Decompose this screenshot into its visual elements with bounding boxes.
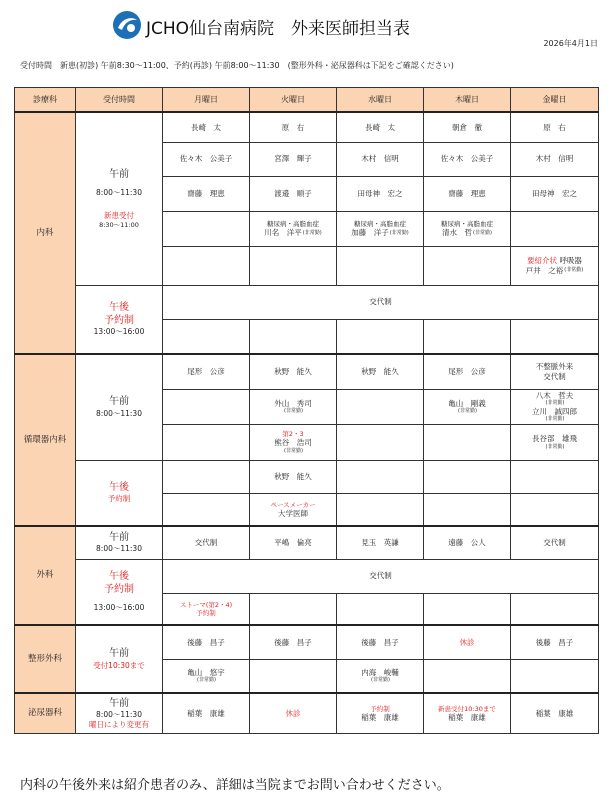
dept-naika: 内科 [15,112,76,354]
table-row [15,693,599,733]
table-cell: 佐々木 公美子 [163,142,250,176]
col-header-tue: 火曜日 [250,88,337,113]
table-cell [511,319,599,354]
table-cell: 交代制 [511,526,599,559]
table-cell: 長崎 太 [163,112,250,142]
table-cell [511,460,599,493]
table-cell [337,493,424,526]
table-cell: 佐々木 公美子 [424,142,511,176]
dept-hinyo: 泌尿器科 [15,693,76,733]
table-cell [337,319,424,354]
table-cell: 宮澤 輝子 [250,142,337,176]
table-cell: 木村 信明 [337,142,424,176]
table-cell: 長谷部 雄飛 (非常勤) [511,424,599,460]
table-cell: 秋野 能久 [337,354,424,389]
dept-seikei: 整形外科 [15,625,76,693]
table-row [15,625,599,659]
junkan-am-reception: 午前 8:00～11:30 [76,354,163,460]
table-cell: 稲葉 康雄 [163,693,250,733]
table-cell: 稲葉 康雄 [511,693,599,733]
geka-am-reception: 午前 8:00～11:30 [76,526,163,559]
table-cell [337,593,424,625]
table-cell: ストーマ(第2・4) 予約制 [163,593,250,625]
table-cell: 齋藤 理恵 [424,176,511,211]
table-row [15,112,599,142]
table-cell: 後藤 昌子 [337,625,424,659]
table-cell: 渡邉 順子 [250,176,337,211]
table-cell: 齋藤 理恵 [163,176,250,211]
table-cell: 休診 [250,693,337,733]
table-cell [163,460,250,493]
table-cell: 長崎 太 [337,112,424,142]
geka-pm-reception: 午後 予約制 13:00～16:00 [76,559,163,625]
table-row [15,460,599,493]
hospital-logo-icon [112,10,142,40]
table-cell [511,593,599,625]
col-header-reception: 受付時間 [76,88,163,113]
table-cell: 休診 [424,625,511,659]
table-cell: 亀山 剛義 (非常勤) [424,389,511,424]
naika-am-reception: 午前 8:00～11:30 新患受付 8:30～11:00 [76,112,163,285]
table-cell: 亀山 悠宇 (非常勤) [163,659,250,693]
naika-pm-all: 交代制 [163,285,599,319]
table-cell [424,246,511,285]
dept-junkan: 循環器内科 [15,354,76,526]
col-header-wed: 水曜日 [337,88,424,113]
table-cell [163,389,250,424]
issue-date: 2026年4月1日 [543,39,598,48]
table-cell: 第2・3 熊谷 浩司 (非常勤) [250,424,337,460]
table-cell: 新患受付10:30まで 稲葉 康雄 [424,693,511,733]
table-cell: 朝倉 徹 [424,112,511,142]
table-row [15,559,599,593]
table-cell: 糖尿病・高脂血症 清水 哲(非常勤) [424,211,511,246]
table-cell [424,319,511,354]
table-cell: 後藤 昌子 [250,625,337,659]
table-cell [250,593,337,625]
table-cell: 秋野 能久 [250,460,337,493]
junkan-pm-reception: 午後 予約制 [76,460,163,526]
col-header-dept: 診療科 [15,88,76,113]
table-cell: 木村 信明 [511,142,599,176]
header-row [15,88,599,113]
table-row [15,526,599,559]
table-cell: 秋野 能久 [250,354,337,389]
table-cell [424,460,511,493]
table-cell [337,246,424,285]
table-cell: ペースメーカー 大学医師 [250,493,337,526]
table-cell: 遠藤 公人 [424,526,511,559]
page-title: JCHO仙台南病院 外来医師担当表 [146,19,411,39]
seikei-am-reception: 午前 受付10:30まで [76,625,163,693]
table-cell [337,424,424,460]
table-cell [250,319,337,354]
table-cell [424,659,511,693]
hinyo-am-reception: 午前 8:00～11:30 曜日により変更有 [76,693,163,733]
table-cell [424,493,511,526]
table-cell: 要紹介状 呼吸器 戸井 之裕(非常勤) [511,246,599,285]
col-header-thu: 木曜日 [424,88,511,113]
col-header-fri: 金曜日 [511,88,599,113]
table-cell: 後藤 昌子 [163,625,250,659]
table-cell: 尾形 公彦 [424,354,511,389]
table-cell [163,424,250,460]
table-cell: 不整脈外来 交代制 [511,354,599,389]
table-cell [163,211,250,246]
table-cell [424,593,511,625]
table-cell [250,246,337,285]
table-cell: 予約制 稲葉 康雄 [337,693,424,733]
table-cell: 糖尿病・高脂血症 加藤 洋子(非常勤) [337,211,424,246]
table-cell [163,246,250,285]
schedule-table [14,87,599,734]
naika-pm-reception: 午後 予約制 13:00～16:00 [76,285,163,354]
table-cell [250,659,337,693]
table-cell: 尾形 公彦 [163,354,250,389]
table-cell: 内海 峻輔 (非常勤) [337,659,424,693]
table-cell: 田母神 宏之 [511,176,599,211]
table-cell: 八木 哲夫 (非常勤) 立川 誠四郎 (非常勤) [511,389,599,424]
table-cell [511,493,599,526]
table-cell [511,659,599,693]
table-cell [337,460,424,493]
table-cell: 糖尿病・高脂血症 川名 洋平(非常勤) [250,211,337,246]
schedule-table-wrapper [14,87,598,734]
table-cell [163,493,250,526]
table-cell: 外山 秀司 (非常勤) [250,389,337,424]
table-cell: 後藤 昌子 [511,625,599,659]
geka-pm-all: 交代制 [163,559,599,593]
table-cell [337,389,424,424]
table-cell: 原 右 [250,112,337,142]
col-header-mon: 月曜日 [163,88,250,113]
footer-note: 内科の午後外来は紹介患者のみ、詳細は当院までお問い合わせください。 [20,778,450,793]
table-row [15,354,599,389]
table-cell [163,319,250,354]
table-cell: 田母神 宏之 [337,176,424,211]
reception-hours-note: 受付時間 新患(初診) 午前8:30～11:00、予約(再診) 午前8:00～11:30 (整形外科・泌尿器科は下記をご確認ください) [20,61,454,70]
table-cell: 交代制 [163,526,250,559]
dept-geka: 外科 [15,526,76,625]
table-cell [424,424,511,460]
table-cell [511,211,599,246]
table-cell: 見玉 英謙 [337,526,424,559]
table-cell: 平嶋 倫亮 [250,526,337,559]
table-row [15,285,599,319]
table-cell: 原 右 [511,112,599,142]
